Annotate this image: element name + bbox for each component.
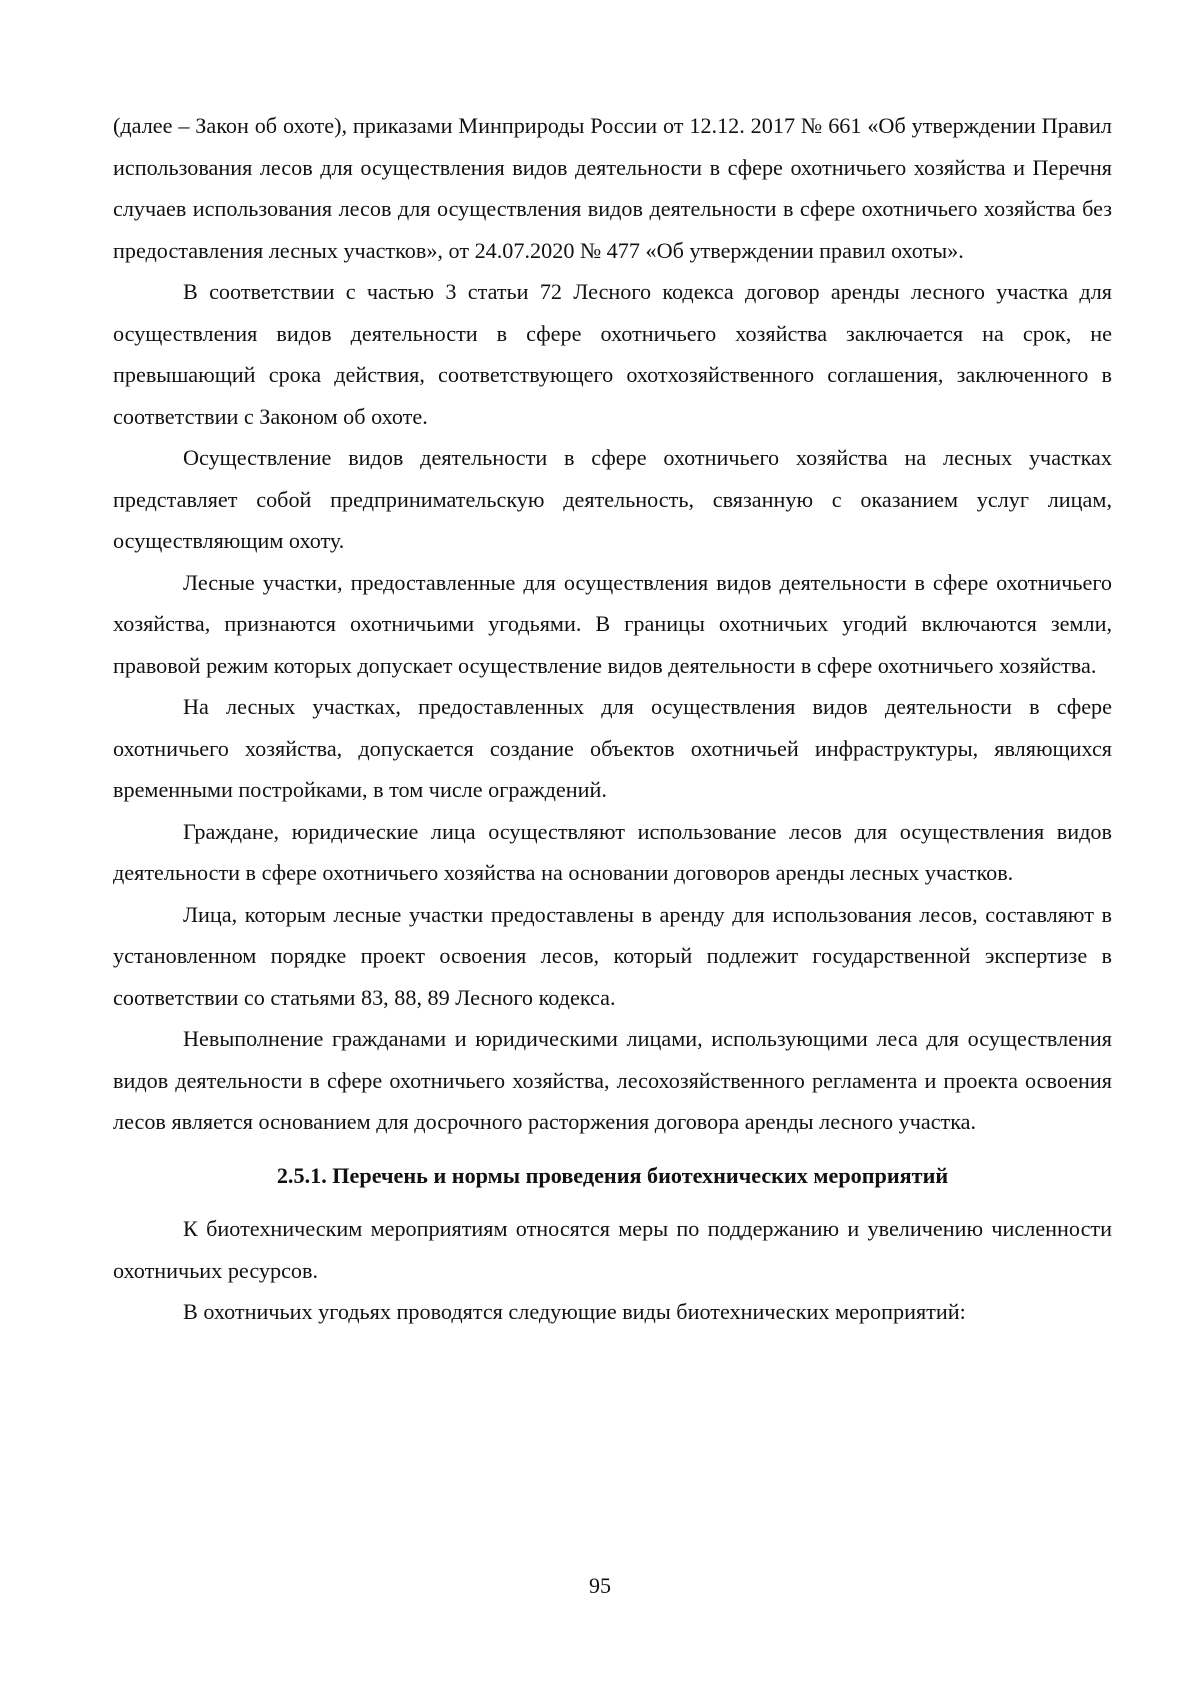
paragraph-business-activity: Осуществление видов деятельности в сфере охотничьего хозяйства на лесных участках представляет собой предпринимательскую деятельность, связанную с оказанием услуг лицам, осуществляющим охоту. (113, 445, 1112, 553)
paragraph-infrastructure: На лесных участках, предоставленных для осуществления видов деятельности в сфере охотничьего хозяйства, допускается создание объектов охотничьей инфраструктуры, являющихся временными постройками, в том числе ограждений. (113, 694, 1112, 802)
paragraph-forest-project: Лица, которым лесные участки предоставлены в аренду для использования лесов, составляют в установленном порядке проект освоения лесов, который подлежит государственной экспертизе в соответствии со статьями 83, 88, 89 Лесного кодекса. (113, 901, 1112, 1010)
paragraph-termination: Невыполнение гражданами и юридическими лицами, использующими леса для осуществления видов деятельности в сфере охотничьего хозяйства, лесохозяйственного регламента и проекта освоения лесов является основанием для досрочного расторжения договора аренды лесного участка. (113, 1026, 1112, 1134)
paragraph-lease-term: В соответствии с частью 3 статьи 72 Лесного кодекса договор аренды лесного участка для осуществления видов деятельности в сфере охотничьего хозяйства заключается на срок, не превышающий срока действия, соответствующего охотхозяйственного соглашения, заключенного в соответствии с Законом об охоте. (113, 279, 1112, 429)
paragraph-lease-basis: Граждане, юридические лица осуществляют использование лесов для осуществления видов деятельности в сфере охотничьего хозяйства на основании договоров аренды лесных участков. (113, 818, 1112, 885)
paragraph-biotech-definition: К биотехническим мероприятиям относятся меры по поддержанию и увеличению численности охотничьих ресурсов. (113, 1216, 1112, 1283)
page-body (113, 105, 1112, 1333)
section-heading: 2.5.1. Перечень и нормы проведения биотехнических мероприятий (276, 1162, 949, 1188)
page-number: 95 (589, 1573, 611, 1598)
paragraph-law-references: (далее – Закон об охоте), приказами Минприроды России от 12.12. 2017 № 661 «Об утверждении Правил использования лесов для осуществления видов деятельности в сфере охотничьего хозяйства и Перечня случаев использования лесов для осуществления видов деятельности в сфере охотничьего хозяйства без предоставления лесных участков», от 24.07.2020 № 477 «Об утверждении правил охоты». (113, 113, 1112, 263)
paragraph-hunting-grounds: Лесные участки, предоставленные для осуществления видов деятельности в сфере охотничьего хозяйства, признаются охотничьими угодьями. В границы охотничьих угодий включаются земли, правовой режим которых допускает осуществление видов деятельности в сфере охотничьего хозяйства. (113, 569, 1112, 678)
paragraph-biotech-types: В охотничьих угодьях проводятся следующие виды биотехнических мероприятий: (183, 1299, 966, 1324)
